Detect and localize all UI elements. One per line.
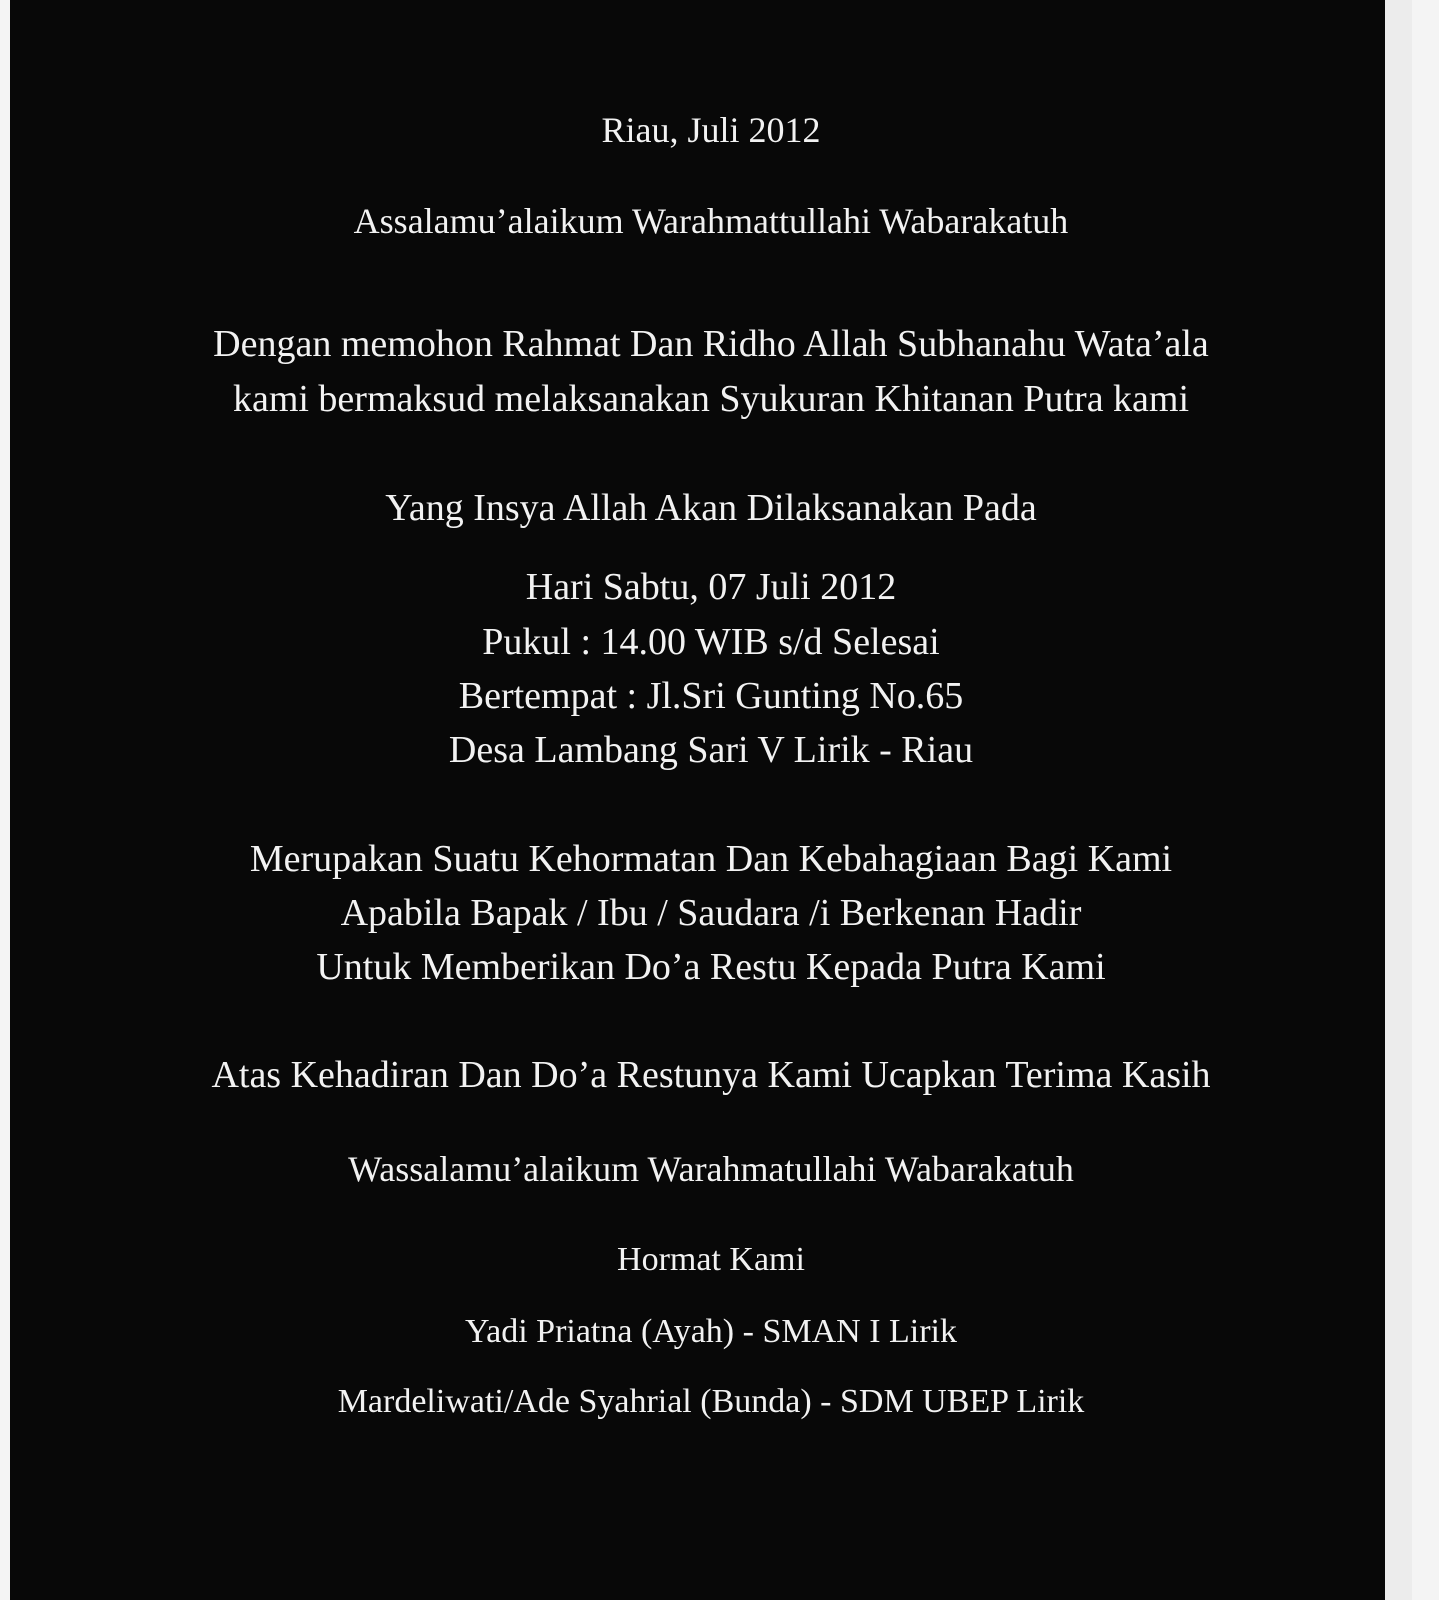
event-day: Hari Sabtu, 07 Juli 2012 bbox=[525, 566, 897, 608]
request-line-2: Apabila Bapak / Ibu / Saudara /i Berkenan Hadir bbox=[340, 892, 1082, 934]
thanks-line: Atas Kehadiran Dan Do’a Restunya Kami Ucapkan Terima Kasih bbox=[211, 1054, 1211, 1096]
intro-line-1: Dengan memohon Rahmat Dan Ridho Allah Subhanahu Wata’ala bbox=[213, 323, 1209, 365]
date-line: Riau, Juli 2012 bbox=[601, 110, 821, 150]
intro-line-2: kami bermaksud melaksanakan Syukuran Khitanan Putra kami bbox=[232, 378, 1190, 420]
opening-greeting: Assalamu’alaikum Warahmattullahi Wabarakatuh bbox=[353, 201, 1069, 241]
signoff: Hormat Kami bbox=[617, 1241, 805, 1278]
event-heading: Yang Insya Allah Akan Dilaksanakan Pada bbox=[385, 487, 1037, 529]
host-mother: Mardeliwati/Ade Syahrial (Bunda) - SDM UBEP Lirik bbox=[337, 1383, 1085, 1420]
event-time: Pukul : 14.00 WIB s/d Selesai bbox=[482, 621, 940, 663]
closing-greeting: Wassalamu’alaikum Warahmatullahi Wabarakatuh bbox=[348, 1149, 1074, 1189]
host-father: Yadi Priatna (Ayah) - SMAN I Lirik bbox=[464, 1313, 958, 1350]
request-line-1: Merupakan Suatu Kehormatan Dan Kebahagiaan Bagi Kami bbox=[249, 838, 1173, 880]
event-venue: Bertempat : Jl.Sri Gunting No.65 bbox=[458, 675, 964, 717]
invitation-card bbox=[10, 0, 1412, 1600]
event-village: Desa Lambang Sari V Lirik - Riau bbox=[448, 729, 974, 771]
paper-edge bbox=[1385, 0, 1412, 1600]
request-line-3: Untuk Memberikan Do’a Restu Kepada Putra Kami bbox=[316, 946, 1106, 988]
